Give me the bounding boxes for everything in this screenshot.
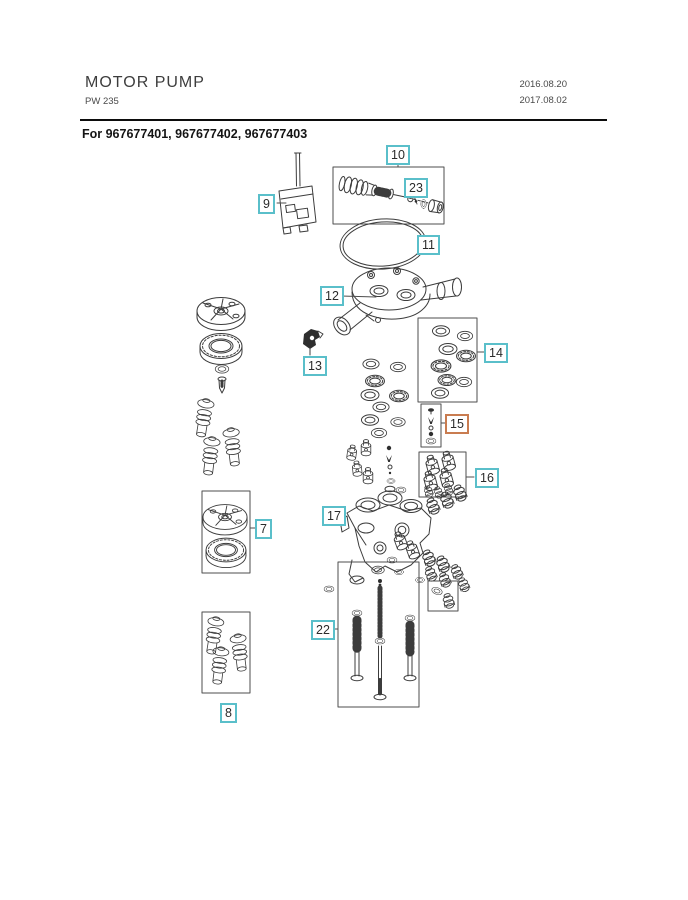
callout-7[interactable]: 7 [255, 519, 272, 539]
part-bearing [200, 334, 242, 365]
part-cam-disc [197, 298, 245, 331]
part-pump-head [330, 268, 461, 339]
parts-box-8 [202, 612, 250, 693]
part-elbow-fitting [303, 329, 323, 355]
callout-17[interactable]: 17 [322, 506, 346, 526]
part-pressure-switch [279, 153, 316, 234]
part-piston-set [193, 398, 244, 476]
callout-11[interactable]: 11 [417, 235, 440, 255]
part-manifold [324, 486, 431, 592]
leader-line-12 [341, 296, 376, 297]
part-plug-kit [431, 586, 455, 609]
callout-15[interactable]: 15 [445, 414, 469, 434]
applies-to-models: For 967677401, 967677402, 967677403 [82, 127, 308, 141]
model-number: PW 235 [85, 96, 119, 107]
revision-date-1: 2016.08.20 [519, 79, 567, 90]
parts-box-7 [202, 491, 250, 573]
part-seal-kit [431, 326, 475, 398]
callout-14[interactable]: 14 [484, 343, 508, 363]
part-cam-kit [203, 505, 247, 568]
part-plunger-set [387, 483, 471, 593]
callout-10[interactable]: 10 [386, 145, 410, 165]
revision-date-2: 2017.08.02 [519, 95, 567, 106]
part-unloader-assembly [338, 175, 446, 214]
callout-13[interactable]: 13 [303, 356, 327, 376]
part-seal-stack [346, 359, 408, 493]
callout-12[interactable]: 12 [320, 286, 344, 306]
part-check-valve-kit [422, 450, 456, 499]
callout-23[interactable]: 23 [404, 178, 428, 198]
part-small-valve-kit [426, 408, 436, 444]
part-piston-kit [203, 616, 250, 685]
callout-8[interactable]: 8 [220, 703, 237, 723]
part-screw [218, 377, 226, 393]
part-washer [215, 365, 229, 373]
callout-9[interactable]: 9 [258, 194, 275, 214]
callout-16[interactable]: 16 [475, 468, 499, 488]
page-title: MOTOR PUMP [85, 74, 205, 91]
callout-22[interactable]: 22 [311, 620, 335, 640]
part-bolt-kit [351, 566, 416, 700]
